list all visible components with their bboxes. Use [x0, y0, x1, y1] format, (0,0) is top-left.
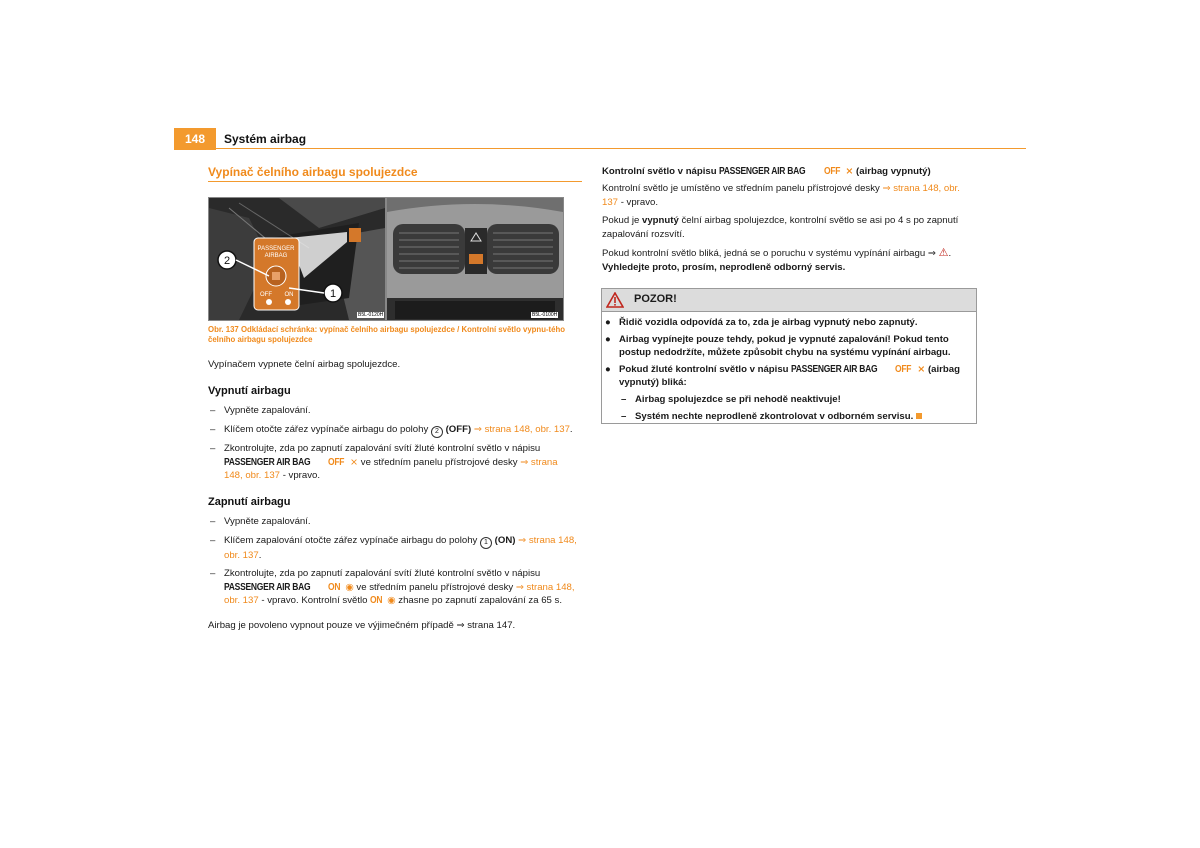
- warning-off: OFF: [895, 363, 912, 375]
- light-p2-rest: čelní airbag spolujezdce, kontrolní světlo se asi po 4 s po zapnutí zapalování rozsvítí.: [602, 215, 959, 240]
- airbag-off-icon: ⨯: [350, 456, 359, 468]
- light-p1-text: Kontrolní světlo je umístěno ve středním panelu přístrojové desky: [602, 183, 880, 194]
- light-p3-bold: Vyhledejte proto, prosím, neprodleně odborný servis.: [602, 261, 846, 273]
- section-title-rule: [208, 181, 582, 182]
- off-step-2-text: Klíčem otočte zářez vypínače airbagu do polohy: [224, 424, 429, 435]
- warning-triangle-icon: ⚠: [938, 247, 949, 259]
- warning-bullet-3-c: vypnutý) bliká:: [619, 377, 687, 389]
- glovebox-switch-illustration: [209, 198, 385, 320]
- on-step-3: – Zkontrolujte, zda po zapnutí zapalování svítí žluté kontrolní světlo v nápisu PASSENGER AIR BAG ON ◉ ve středním panelu přístrojové desky ⇒ strana 148, obr. 137 - vpravo. Kontrolní světlo ON ◉ zhasne po zapnutí zapalování za 65 s.: [210, 568, 575, 607]
- page-number: 148: [174, 128, 216, 150]
- dashboard-vents-illustration: [387, 198, 563, 320]
- on-step-2-link[interactable]: ⇒ strana 148, obr. 137: [224, 535, 577, 561]
- header-rule: [216, 148, 1026, 149]
- on-step-3-text: Zkontrolujte, zda po zapnutí zapalování svítí žluté kontrolní světlo v nápisu: [224, 568, 541, 579]
- svg-text:PASSENGER: PASSENGER: [257, 246, 295, 252]
- warning-sub-1-text: Airbag spolujezdce se při nehodě neaktivuje!: [635, 393, 841, 405]
- svg-text:1: 1: [329, 288, 337, 300]
- light-heading: [602, 165, 977, 179]
- off-step-2-end: .: [569, 424, 573, 435]
- glovebox-switch-image: [208, 197, 386, 321]
- light-p2-text: Pokud je: [602, 215, 640, 226]
- light-heading-pab: PASSENGER AIR BAG: [719, 166, 806, 177]
- warning-title: POZOR!: [634, 293, 677, 305]
- warning-body: [605, 316, 972, 423]
- warning-sub-2: – Systém nechte neprodleně zkontrolovat v odborném servisu.: [605, 410, 972, 424]
- off-heading: Vypnutí airbagu: [208, 385, 291, 397]
- off-step-3-text-b: ve středním panelu přístrojové desky: [360, 456, 518, 468]
- warning-sub-1: – Airbag spolujezdce se při nehodě neaktivuje!: [621, 393, 841, 405]
- on-step-3-link[interactable]: ⇒ strana 148, obr. 137: [224, 581, 575, 607]
- on-step-3-text-d: zhasne po zapnutí zapalování za 65 s.: [398, 595, 563, 607]
- warning-bullet-1-text: Řidič vozidla odpovídá za to, zda je airbag vypnutý nebo zapnutý.: [619, 317, 918, 328]
- warning-box: [601, 288, 977, 424]
- on-label: (ON): [494, 535, 516, 546]
- on-step-1: – Vypněte zapalování.: [210, 516, 311, 527]
- off-light-label: OFF: [328, 456, 345, 468]
- passenger-airbag-label: PASSENGER AIR BAG: [224, 456, 311, 468]
- image-code-left: B5L-0120H: [358, 312, 384, 318]
- light-p2: [602, 214, 972, 241]
- intro-text: Vypínačem vypnete čelní airbag spolujezdce.: [208, 359, 401, 370]
- dashboard-light-image: [386, 197, 564, 321]
- airbag-off-icon-heading: ⨯: [845, 166, 854, 177]
- light-heading-text: Kontrolní světlo v nápisu: [602, 166, 717, 177]
- light-heading-off: OFF: [823, 166, 840, 177]
- on-light-label: ON: [328, 581, 341, 593]
- on-step-1-text: Vypněte zapalování.: [224, 516, 311, 527]
- light-p1-link[interactable]: ⇒ strana 148, obr. 137: [602, 183, 960, 208]
- on-step-2: – Klíčem zapalování otočte zářez vypínače airbagu do polohy 1 (ON) ⇒ strana 148, obr. 137.: [210, 535, 577, 561]
- off-step-3-end: - vpravo.: [282, 470, 321, 482]
- off-step-1-text: Vypněte zapalování.: [224, 405, 311, 416]
- warning-bullet-1: ● Řidič vozidla odpovídá za to, zda je airbag vypnutý nebo zapnutý.: [605, 317, 918, 328]
- light-p1: [602, 182, 962, 209]
- off-label: (OFF): [445, 424, 472, 435]
- svg-text:ON: ON: [284, 292, 294, 298]
- position-2-icon: 2: [431, 426, 443, 438]
- off-step-2: – Klíčem otočte zářez vypínače airbagu do polohy 2 (OFF) ⇒ strana 148, obr. 137.: [208, 423, 573, 438]
- off-step-3-text: Zkontrolujte, zda po zapnutí zapalování svítí žluté kontrolní světlo v nápisu: [224, 443, 541, 454]
- svg-text:AIRBAG: AIRBAG: [264, 253, 288, 259]
- warning-bullet-2-text: Airbag vypínejte pouze tehdy, pokud je vypnuté zapalování! Pokud tento postup nedodržíte, můžete způsobit chybu na systému vypínání airbagu.: [619, 333, 951, 359]
- on-step-3-text-b: ve středním panelu přístrojové desky: [356, 581, 514, 593]
- warning-bullet-3: ● Pokud žluté kontrolní světlo v nápisu PASSENGER AIR BAG OFF ⨯ (airbag vypnutý) bliká:: [605, 363, 960, 389]
- on-step-2-text: Klíčem zapalování otočte zářez vypínače airbagu do polohy: [224, 535, 478, 546]
- off-step-3-link[interactable]: ⇒ strana 148, obr. 137: [224, 456, 558, 482]
- warning-bullet-3-text: Pokud žluté kontrolní světlo v nápisu: [619, 363, 789, 375]
- figure-caption: Obr. 137 Odkládací schránka: vypínač čelního airbagu spolujezdce / Kontrolní světlo vypnu-tého čelního airbagu spolujezdce: [208, 325, 566, 344]
- footer-text: Airbag je povoleno vypnout pouze ve výjimečném případě ⇒ strana 147.: [208, 620, 516, 631]
- on-step-3-text-c: - vpravo. Kontrolní světlo: [261, 595, 368, 607]
- light-p3: Pokud kontrolní světlo bliká, jedná se o poruchu v systému vypínání airbagu ⇒ ⚠. Vyhledejte proto, prosím, neprodleně odborný servis.: [602, 247, 952, 273]
- on-heading: Zapnutí airbagu: [208, 496, 291, 508]
- passenger-airbag-label-on: PASSENGER AIR BAG: [224, 581, 311, 593]
- svg-text:2: 2: [223, 255, 231, 267]
- off-step-3: – Zkontrolujte, zda po zapnutí zapalování svítí žluté kontrolní světlo v nápisu PASSENGER AIR BAG OFF ⨯ ve středním panelu přístrojové desky ⇒ strana 148, obr. 137 - vpravo.: [210, 443, 558, 482]
- warning-bullet-2: ● Airbag vypínejte pouze tehdy, pokud je vypnuté zapalování! Pokud tento postup nedodržíte, můžete způsobit chybu na systému vypínání airbagu.: [605, 333, 951, 359]
- light-p2-bold: vypnutý: [642, 215, 679, 226]
- warning-header: [602, 289, 976, 312]
- image-code-right: B5L-0100H: [532, 312, 558, 318]
- warning-bullet-3-b: (airbag: [927, 363, 960, 375]
- warning-pab: PASSENGER AIR BAG: [791, 363, 878, 375]
- airbag-on-icon: ◉: [345, 581, 354, 593]
- svg-text:OFF: OFF: [260, 292, 272, 298]
- on-light-label-2: ON: [370, 595, 383, 607]
- light-p3-text: Pokud kontrolní světlo bliká, jedná se o poruchu v systému vypínání airbagu ⇒: [602, 248, 936, 259]
- section-title: Vypínač čelního airbagu spolujezdce: [208, 165, 418, 179]
- off-step-1: – Vypněte zapalování.: [210, 405, 311, 416]
- warning-sub-2-text: Systém nechte neprodleně zkontrolovat v odborném servisu.: [635, 410, 914, 422]
- airbag-off-icon-warning: ⨯: [917, 363, 926, 375]
- section-header-title: Systém airbag: [224, 132, 307, 146]
- warning-triangle-icon: [606, 292, 624, 308]
- airbag-on-icon-2: ◉: [387, 595, 396, 607]
- off-step-2-link[interactable]: ⇒ strana 148, obr. 137: [473, 424, 570, 435]
- light-p1-end: - vpravo.: [620, 196, 659, 208]
- on-step-2-end: .: [258, 550, 262, 561]
- light-heading-suffix: (airbag vypnutý): [856, 166, 931, 177]
- end-marker-icon: [916, 413, 922, 419]
- position-1-icon: 1: [480, 537, 492, 549]
